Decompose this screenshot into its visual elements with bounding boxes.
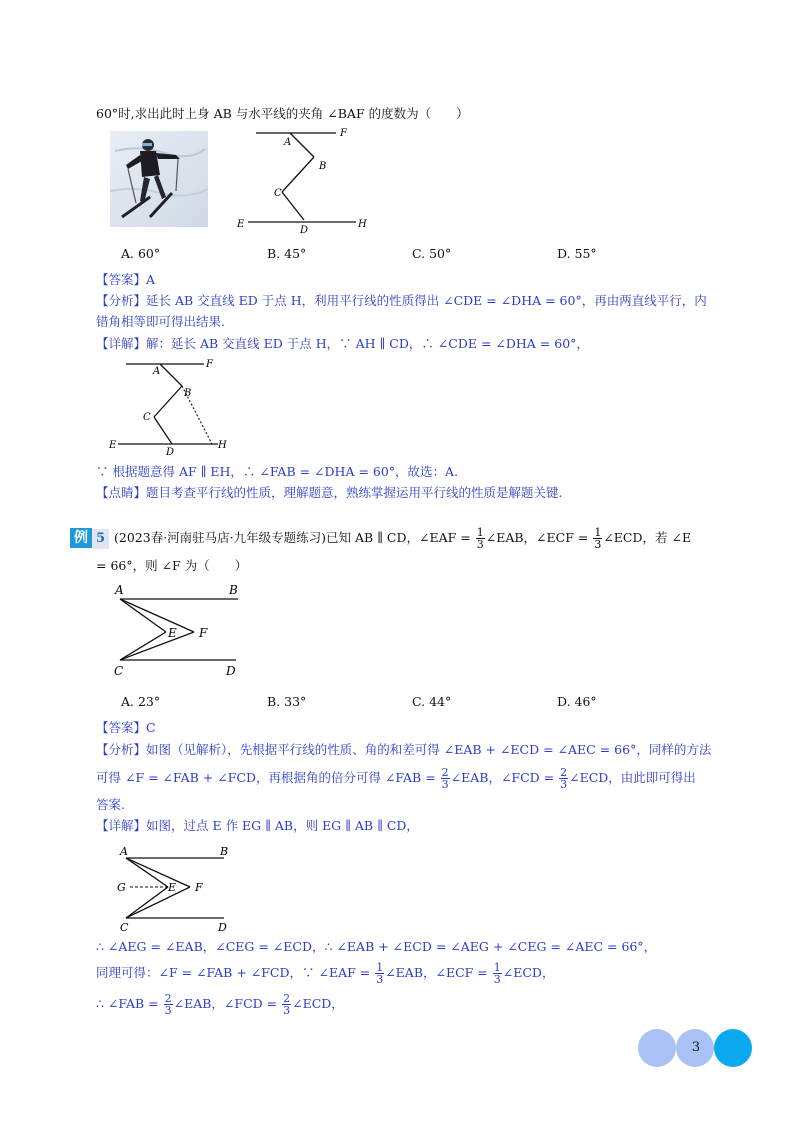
fig1-label-B: B [319,161,327,172]
frac-den: 3 [594,538,602,551]
q2-step2c: ∠ECD， [502,965,555,980]
q2-step3 [96,993,344,1016]
figure-skier-geometry [236,124,376,236]
fig4-label-F: F [195,881,203,894]
frac-num: 1 [376,961,384,974]
q2-analysis-line3: 答案. [96,797,125,812]
frac-den: 3 [476,538,484,551]
q2-stem-a: (2023春·河南驻马店·九年级专题练习)已知 AB ∥ CD，∠EAF = [114,530,475,545]
fig2-label-E: E [109,440,117,451]
fig4-label-E: E [168,881,177,894]
q2-step2b: ∠EAB，∠ECF = [385,965,492,980]
fig1-label-C: C [274,188,282,199]
frac-den: 3 [164,1004,172,1017]
q1-option-b: B. 45° [267,246,307,261]
q2-stem-b: ∠EAB，∠ECF = [485,530,593,545]
fig3-label-E: E [168,626,177,640]
q2-step2 [96,962,554,985]
q1-detail: 【详解】解：延长 AB 交直线 ED 于点 H，∵ AH ∥ CD，∴ ∠CDE = ∠DHA = 60°， [96,336,589,351]
fig3-label-D: D [226,664,236,678]
q2-detail: 【详解】如图，过点 E 作 EG ∥ AB，则 EG ∥ AB ∥ CD， [96,818,419,833]
q1-analysis-line1: 【分析】延长 AB 交直线 ED 于点 H，利用平行线的性质得出 ∠CDE = ∠DHA = 60°，再由两直线平行，内 [96,293,707,308]
q1-option-d: D. 55° [557,246,597,261]
fraction-two-thirds [441,767,450,790]
frac-den: 3 [560,778,568,791]
q1-analysis-line2: 错角相等即可得出结果. [96,314,225,329]
q2-analysis-line2 [96,767,696,790]
fig4-label-B: B [220,845,229,858]
q2-option-c: C. 44° [412,694,452,709]
fig4-label-A: A [120,845,128,858]
q2-step1: ∴ ∠AEG = ∠EAB，∠CEG = ∠ECD，∴ ∠EAB + ∠ECD = ∠AEG + ∠CEG = ∠AEC = 66°， [96,939,657,954]
q2-stem-line1 [114,527,691,550]
frac-den: 3 [441,778,449,791]
q2-option-a: A. 23° [121,694,161,709]
fraction-one-third [375,962,384,985]
fig3-label-B: B [229,583,238,597]
q2-analysis-2c: ∠ECD，由此即可得出 [569,770,696,785]
fig1-label-F: F [340,128,347,139]
fig3-label-C: C [114,664,124,678]
q2-step3a: ∴ ∠FAB = [96,996,163,1011]
q1-option-a: A. 60° [121,246,161,261]
q2-answer: 【答案】C [96,720,156,735]
q2-analysis-line1: 【分析】如图（见解析），先根据平行线的性质、角的和差可得 ∠EAB + ∠ECD = ∠AEC = 66°，同样的方法 [96,742,712,757]
fraction-two-thirds [559,767,568,790]
frac-num: 2 [560,766,568,779]
fig1-label-E: E [237,219,245,230]
fig1-label-H: H [358,219,367,230]
figure-extension-geometry [108,355,238,459]
fraction-one-third [476,527,485,550]
q2-step2a: 同理可得：∠F = ∠FAB + ∠FCD，∵ ∠EAF = [96,965,375,980]
page-number: 3 [691,1040,701,1055]
fig4-label-D: D [218,921,227,934]
example-badge [70,527,109,549]
frac-num: 1 [594,526,602,539]
q2-stem-line2: = 66°，则 ∠F 为（ ） [96,558,248,573]
q1-comment: 【点睛】题目考查平行线的性质，理解题意，熟练掌握运用平行线的性质是解题关键. [96,485,563,500]
question-stem-continued: 60°时,求出此时上身 AB 与水平线的夹角 ∠BAF 的度数为（ ） [96,106,469,121]
frac-num: 2 [441,766,449,779]
fig4-label-C: C [120,921,129,934]
example-label: 例 [70,528,92,548]
q2-analysis-2a: 可得 ∠F = ∠FAB + ∠FCD，再根据角的倍分可得 ∠FAB = [96,770,440,785]
q1-option-c: C. 50° [412,246,452,261]
fig1-label-D: D [300,225,309,236]
skier-photo [110,131,208,227]
figure-auxiliary-line [112,840,242,936]
fig2-label-B: B [184,388,192,399]
fraction-one-third [593,527,602,550]
frac-den: 3 [283,1004,291,1017]
q2-option-b: B. 33° [267,694,307,709]
q2-option-d: D. 46° [557,694,597,709]
q2-step3c: ∠ECD， [292,996,344,1011]
fig1-label-A: A [284,137,292,148]
frac-num: 2 [164,992,172,1005]
q2-analysis-2b: ∠EAB，∠FCD = [450,770,559,785]
fig3-label-A: A [115,583,124,597]
example-number: 5 [92,529,109,549]
fig2-label-C: C [143,412,151,423]
q2-stem-c: ∠ECD，若 ∠E [603,530,692,545]
q1-conclusion: ∵ 根据题意得 AF ∥ EH，∴ ∠FAB = ∠DHA = 60°，故选：A. [96,464,459,479]
frac-num: 1 [493,961,501,974]
fig2-label-D: D [166,447,175,458]
fraction-two-thirds [164,993,173,1016]
fraction-one-third [493,962,502,985]
fraction-two-thirds [282,993,291,1016]
frac-num: 2 [283,992,291,1005]
frac-den: 3 [493,973,501,986]
figure-angle-ef [110,580,250,680]
fig4-label-G: G [117,881,126,894]
fig2-label-H: H [218,440,227,451]
frac-num: 1 [476,526,484,539]
fig2-label-A: A [153,366,161,377]
fig3-label-F: F [199,626,208,640]
q1-answer: 【答案】A [96,272,156,287]
frac-den: 3 [376,973,384,986]
q2-step3b: ∠EAB，∠FCD = [173,996,282,1011]
fig2-label-F: F [206,359,213,370]
